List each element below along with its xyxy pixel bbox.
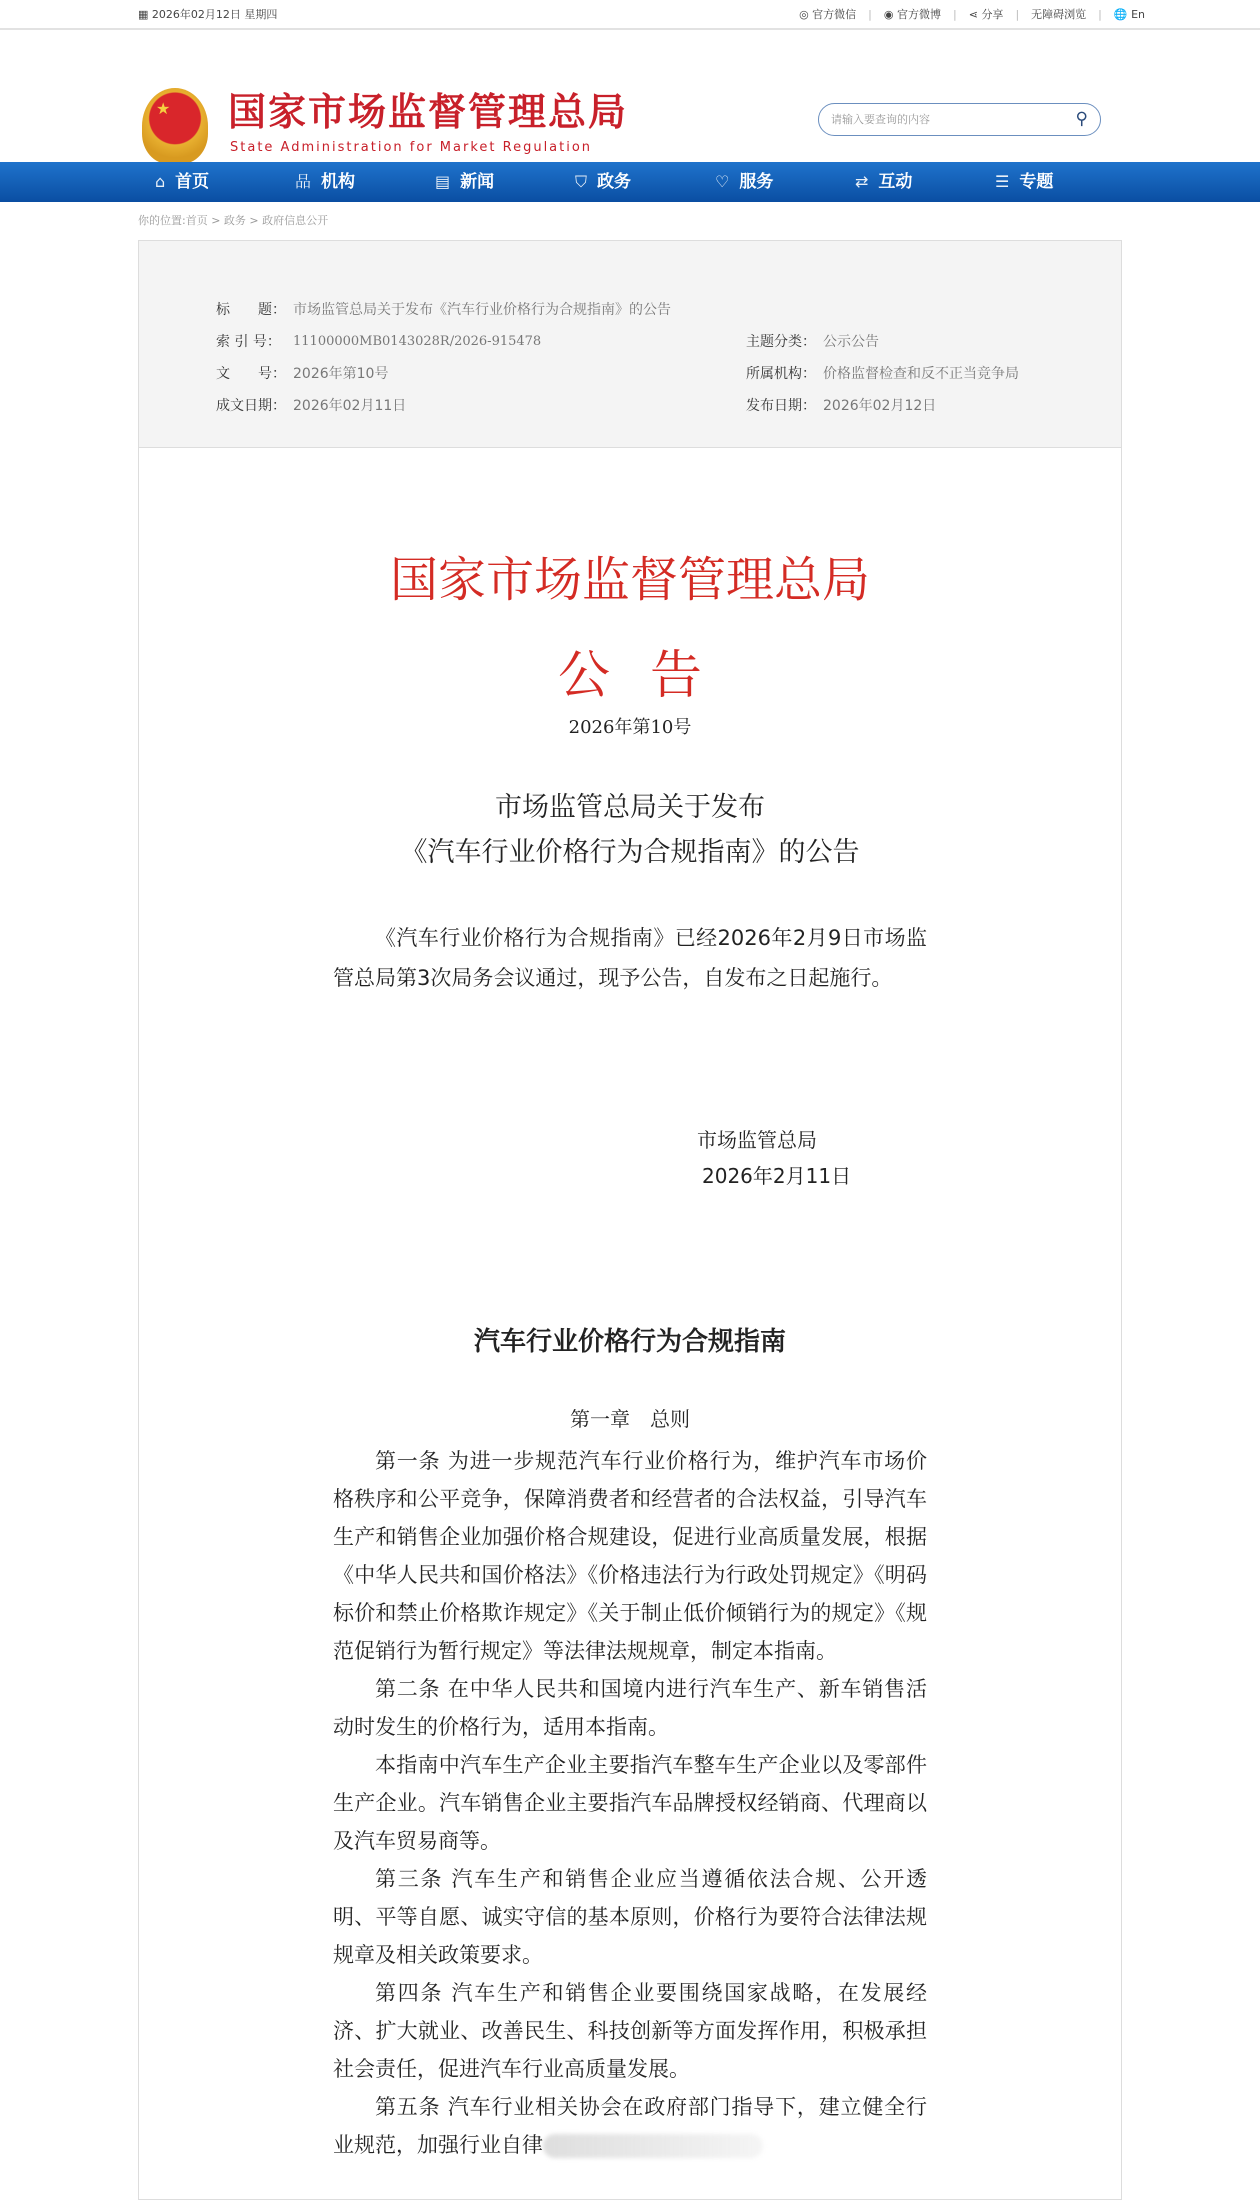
- nav-organization[interactable]: 品 机构: [295, 162, 435, 202]
- nav-home[interactable]: ⌂ 首页: [155, 162, 295, 202]
- article-paragraph: 第三条 汽车生产和销售企业应当遵循依法合规、公开透明、平等自愿、诚实守信的基本原则，价格行为要符合法律法规规章及相关政策要求。: [333, 1867, 927, 1967]
- site-title-en: State Administration for Market Regulation: [230, 140, 593, 155]
- article-paragraph: 第五条 汽车行业相关协会在政府部门指导下，建立健全行业规范，加强行业自律: [333, 2095, 927, 2157]
- exchange-icon: ⇄: [855, 172, 869, 191]
- globe-icon: 🌐: [1113, 8, 1128, 21]
- wechat-link[interactable]: ◎ 官方微信: [799, 8, 857, 21]
- site-title-cn[interactable]: 国家市场监督管理总局: [228, 90, 629, 134]
- doc-title-line1: 市场监管总局关于发布: [495, 792, 765, 823]
- home-icon: ⌂: [155, 172, 166, 191]
- nav-services[interactable]: ♡ 服务: [715, 162, 855, 202]
- article-paragraph: 本指南中汽车生产企业主要指汽车整车生产企业以及零部件生产企业。汽车销售企业主要指汽车品牌授权经销商、代理商以及汽车贸易商等。: [333, 1753, 927, 1853]
- org-chart-icon: 品: [295, 172, 312, 191]
- doc-title-line2: 《汽车行业价格行为合规指南》的公告: [400, 837, 860, 868]
- meta-written-date: 2026年02月11日: [293, 398, 407, 414]
- meta-docno: 2026年第10号: [293, 366, 389, 382]
- metadata-panel: 标 题： 市场监管总局关于发布《汽车行业价格行为合规指南》的公告 索 引 号： 11100000MB0143028R/2026-915478 文 号： 2026年第10号 成文日期： 2026年02月11日 主题分类： 公示公告 所属机构： 价格监督检查和反不正当竞争局 发布日期： 2026年02月12日: [139, 241, 1121, 448]
- top-bar: ▦ 2026年02月12日 星期四 ◎ 官方微信 | ◉ 官方微博 | ⋖ 分享 | 无障碍浏览 | 🌐 En: [0, 0, 1260, 30]
- calendar-icon: ▦: [138, 8, 152, 21]
- document-number: 2026年第10号: [568, 717, 692, 738]
- chapter-heading: 第一章 总则: [570, 1407, 690, 1431]
- search-input[interactable]: 请输入要查询的内容 ⚲: [818, 103, 1101, 136]
- national-emblem-logo: ★: [142, 88, 208, 164]
- intro-paragraph: 《汽车行业价格行为合规指南》已经2026年2月9日市场监管总局第3次局务会议通过，现予公告，自发布之日起施行。: [333, 926, 927, 990]
- share-link[interactable]: ⋖ 分享: [968, 8, 1004, 21]
- article-paragraph: 第二条 在中华人民共和国境内进行汽车生产、新车销售活动时发生的价格行为，适用本指南。: [333, 1677, 927, 1739]
- nav-news[interactable]: ▤ 新闻: [435, 162, 575, 202]
- announcement-heading: 公告: [557, 646, 742, 706]
- signature-date: 2026年2月11日: [702, 1164, 852, 1188]
- shield-icon: ⛉: [575, 172, 588, 191]
- meta-org: 价格监督检查和反不正当竞争局: [823, 366, 1019, 382]
- nav-government-affairs[interactable]: ⛉ 政务: [575, 162, 715, 202]
- meta-publish-date: 2026年02月12日: [823, 398, 937, 414]
- guide-body: [333, 1442, 927, 2164]
- nav-interaction[interactable]: ⇄ 互动: [855, 162, 995, 202]
- heart-icon: ♡: [715, 172, 730, 191]
- site-header: [0, 30, 1260, 162]
- list-icon: ☰: [995, 172, 1010, 191]
- article-paragraph: 第四条 汽车生产和销售企业要围绕国家战略，在发展经济、扩大就业、改善民生、科技创新等方面发挥作用，积极承担社会责任，促进汽车行业高质量发展。: [333, 1981, 927, 2081]
- breadcrumb[interactable]: 你的位置:首页 > 政务 > 政府信息公开: [138, 214, 329, 227]
- document-icon: ▤: [435, 172, 451, 191]
- weibo-link[interactable]: ◉ 官方微博: [883, 8, 941, 21]
- guide-title: 汽车行业价格行为合规指南: [473, 1327, 786, 1357]
- issuer-heading: 国家市场监督管理总局: [389, 552, 870, 608]
- english-link[interactable]: 🌐 En: [1113, 8, 1145, 21]
- signature-org: 市场监管总局: [697, 1128, 817, 1152]
- main-nav: [0, 162, 1260, 202]
- current-date: ▦ 2026年02月12日 星期四: [138, 8, 278, 21]
- search-icon[interactable]: ⚲: [1075, 109, 1088, 129]
- meta-topic: 公示公告: [823, 334, 879, 350]
- meta-index: 11100000MB0143028R/2026-915478: [293, 334, 542, 349]
- nav-topics[interactable]: ☰ 专题: [995, 162, 1135, 202]
- accessibility-link[interactable]: 无障碍浏览: [1031, 8, 1087, 21]
- watermark: [543, 2134, 763, 2158]
- meta-title: 市场监管总局关于发布《汽车行业价格行为合规指南》的公告: [293, 302, 671, 318]
- article-paragraph: 第一条 为进一步规范汽车行业价格行为，维护汽车市场价格秩序和公平竞争，保障消费者和经营者的合法权益，引导汽车生产和销售企业加强价格合规建设，促进行业高质量发展，根据《中华人民共和国价格法》《价格违法行为行政处罚规定》《明码标价和禁止价格欺诈规定》《关于制止低价倾销行为的规定》《规范促销行为暂行规定》等法律法规规章，制定本指南。: [333, 1449, 927, 1663]
